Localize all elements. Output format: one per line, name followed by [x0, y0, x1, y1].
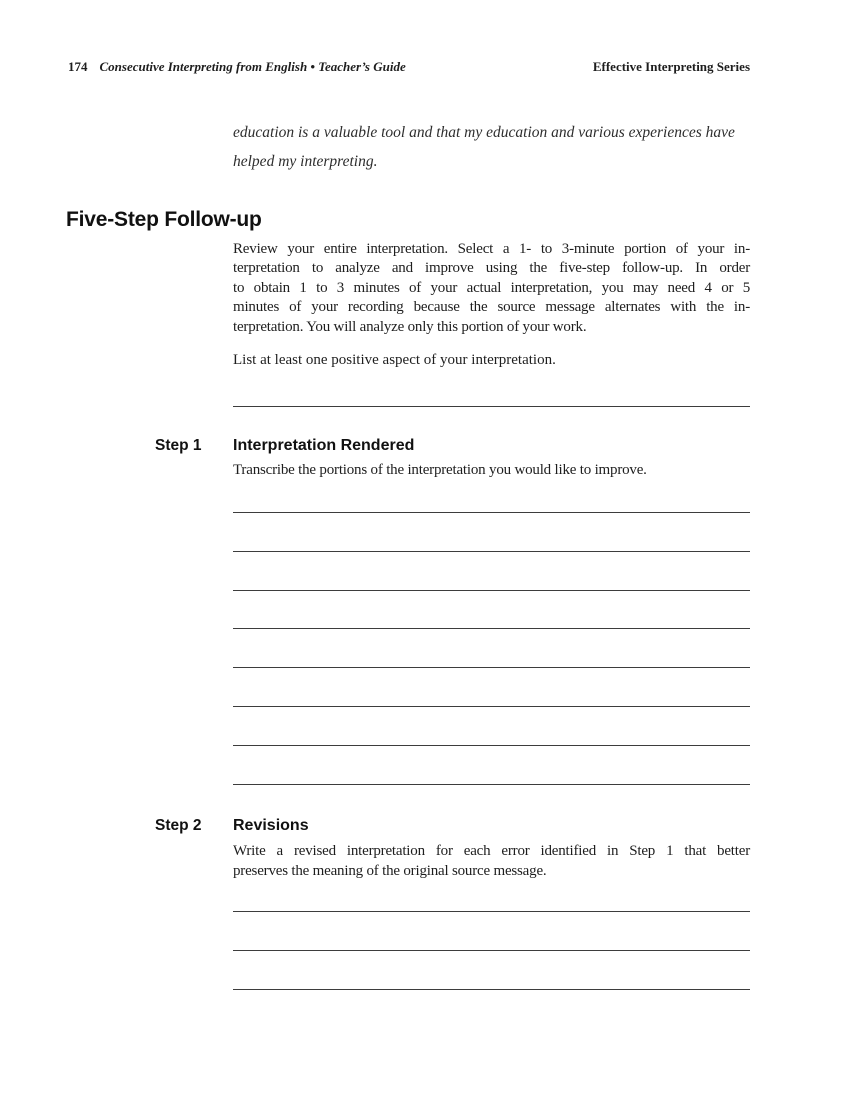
step2-label: Step 2 [155, 817, 202, 834]
answer-line [233, 628, 750, 629]
paragraph-line: Review your entire interpretation. Select a 1- to 3-minute portion of your in- [233, 241, 750, 257]
answer-line [233, 551, 750, 552]
prompt-answer-lines [233, 406, 750, 407]
answer-line [233, 706, 750, 707]
running-header [68, 60, 750, 73]
intro-continuation-paragraph [233, 118, 753, 176]
page-number: 174 [68, 59, 88, 74]
answer-line [233, 989, 750, 990]
prompt-text: List at least one positive aspect of your interpretation. [233, 352, 556, 368]
paragraph-line: terpretation to analyze and improve using the five-step follow-up. In order [233, 260, 750, 277]
answer-line [233, 667, 750, 668]
paragraph-line: Write a revised interpretation for each error identified in Step 1 that better [233, 843, 750, 859]
paragraph-line: education is a valuable tool and that my education and various experiences have [233, 124, 735, 141]
section-title: Five-Step Follow-up [66, 208, 262, 231]
header-left [68, 60, 406, 73]
answer-line [233, 911, 750, 912]
answer-line [233, 950, 750, 951]
answer-line [233, 590, 750, 591]
step2-description [233, 842, 750, 881]
series-title: Effective Interpreting Series [592, 59, 750, 74]
step1-description [233, 461, 750, 481]
step2-title: Revisions [233, 817, 309, 834]
step1-answer-lines [233, 512, 750, 785]
paragraph-line: helped my interpreting. [233, 153, 378, 170]
answer-line [233, 406, 750, 407]
section-paragraph [233, 240, 750, 337]
answer-line [233, 512, 750, 513]
paragraph-line: terpretation. You will analyze only this portion of your work. [233, 318, 587, 335]
step1-title: Interpretation Rendered [233, 437, 415, 454]
paragraph-line: minutes of your recording because the source message alternates with the in- [233, 299, 750, 316]
book-title: Consecutive Interpreting from English • Teacher’s Guide [99, 59, 406, 74]
step2-answer-lines [233, 911, 750, 990]
step1-label: Step 1 [155, 437, 202, 454]
paragraph-line: to obtain 1 to 3 minutes of your actual interpretation, you may need 4 or 5 [233, 279, 750, 296]
answer-line [233, 745, 750, 746]
paragraph-line: Transcribe the portions of the interpretation you would like to improve. [233, 462, 647, 478]
answer-line [233, 784, 750, 785]
paragraph-line: preserves the meaning of the original source message. [233, 862, 547, 879]
